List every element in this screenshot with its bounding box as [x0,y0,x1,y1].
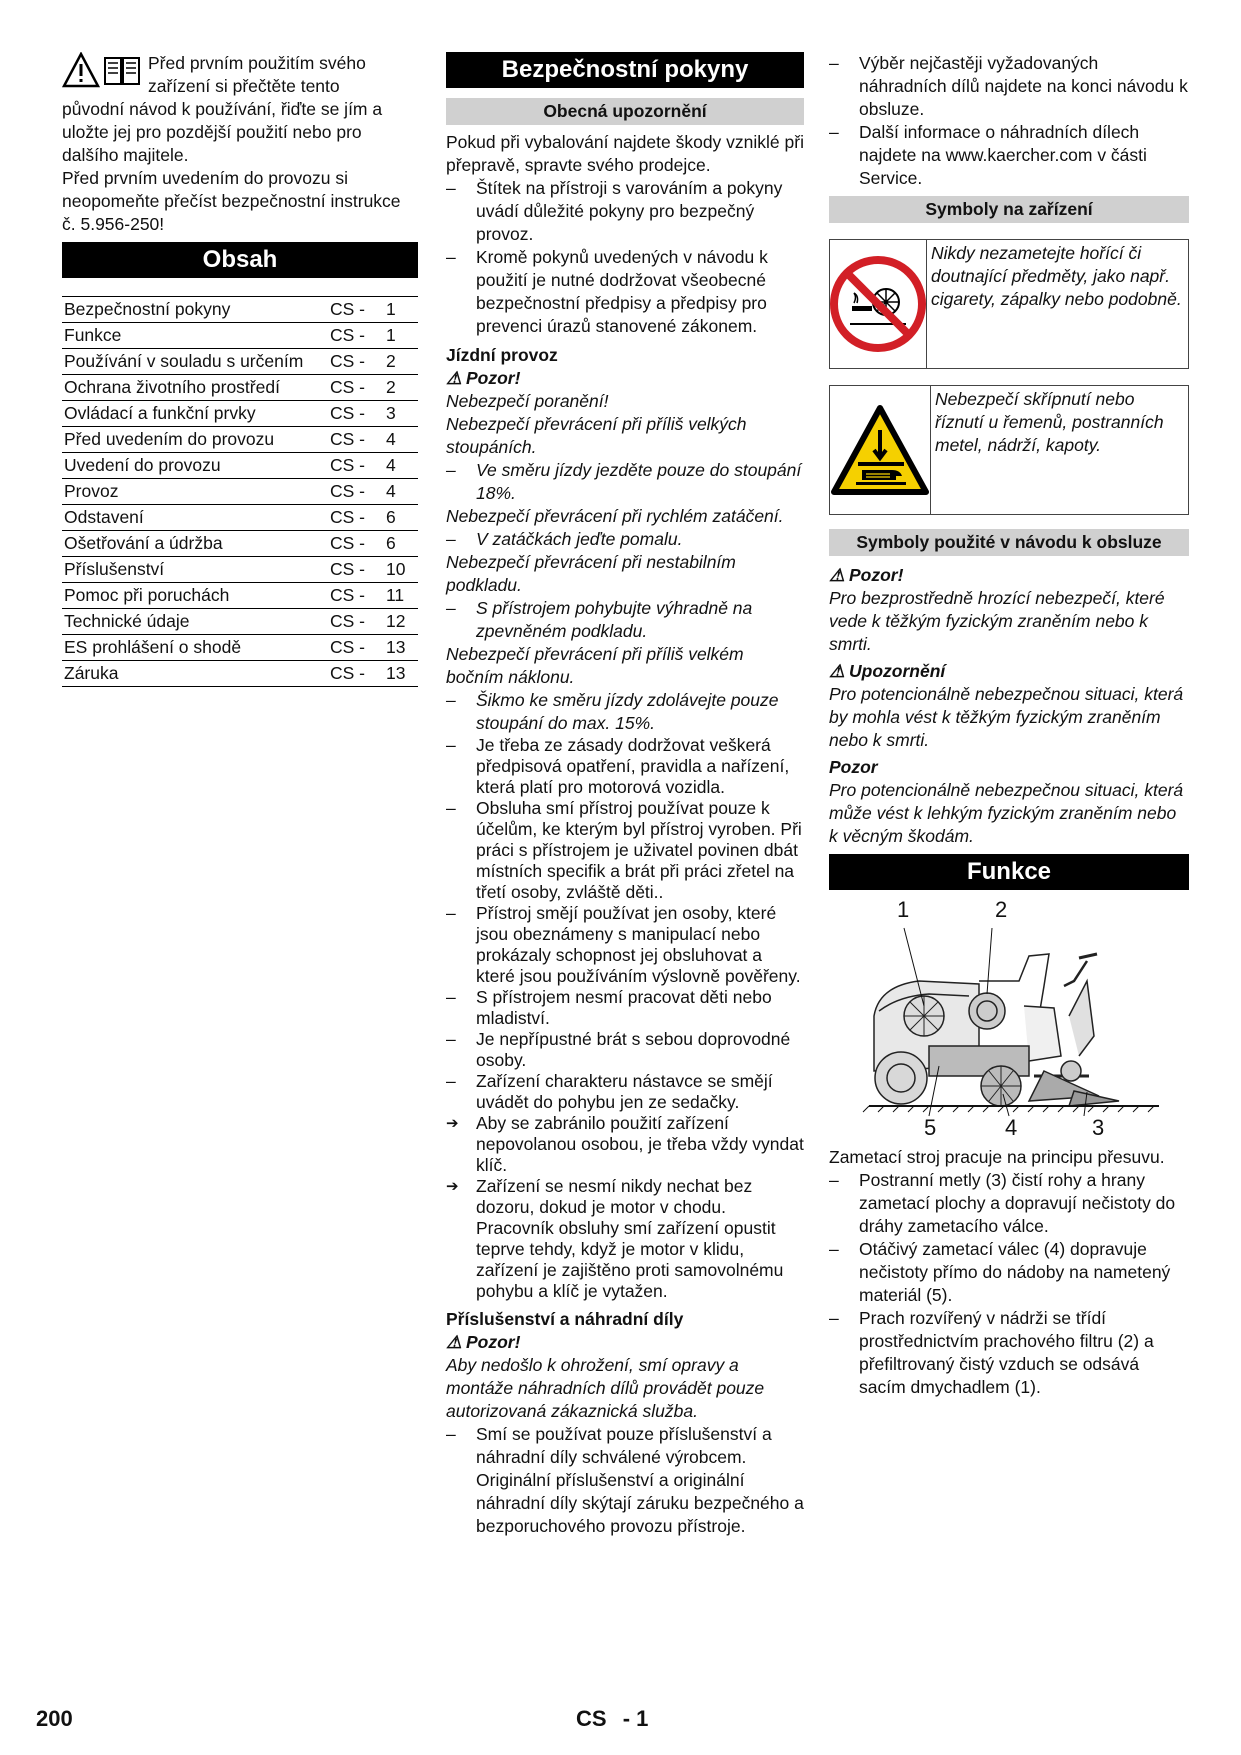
manual-book-icon [102,52,142,88]
warning-text: Nebezpečí poranění! [446,391,609,411]
figure-label-4: 4 [1005,1115,1018,1140]
no-burning-objects-icon [830,256,926,352]
list-item: – Prach rozvířený v nádrži se třídí prostřednictvím prachového filtru (2) a přefiltrovaný čistý vzduch se odsává sacím dmychadlem (1). [829,1307,1189,1399]
column-left [62,52,418,687]
list-item: – Přístroj smějí používat jen osoby, které jsou obeznámeny s manipulací nebo prokázaly schopnost jej obsluhovat a které jsou používáním výslovně pověřeny. [446,903,804,987]
toc-page: 2 [384,349,418,375]
symbol-box-crush [829,385,1189,515]
toc-page: 4 [384,427,418,453]
toc-row[interactable] [62,479,418,505]
toc-section: CS - [328,297,384,323]
toc-page: 13 [384,661,418,687]
toc-section: CS - [328,479,384,505]
toc-page: 4 [384,479,418,505]
sym2-text: Nebezpečí skřípnutí nebo říznutí u řemenů, postranních metel, nádrží, kapoty. [935,389,1164,455]
figure-label-2: 2 [995,897,1008,922]
toc-label: Technické údaje [62,609,328,635]
warning-manual-icons [62,52,148,98]
toc-section: CS - [328,609,384,635]
sweeper-diagram [829,896,1189,1146]
general-title: Obecná upozornění [446,98,804,125]
toc-label: Odstavení [62,505,328,531]
used-symbols-title: Symboly použité v návodu k obsluze [829,529,1189,556]
figure-label-3: 3 [1092,1115,1105,1140]
intro [62,52,418,236]
toc-row[interactable] [62,531,418,557]
toc-page: 3 [384,401,418,427]
toc-label: Bezpečnostní pokyny [62,297,328,323]
toc-row[interactable] [62,349,418,375]
toc-row[interactable] [62,583,418,609]
arrow-list [446,1113,804,1302]
toc-label: Pomoc při poruchách [62,583,328,609]
list-item: ➔ Zařízení se nesmí nikdy nechat bez dozoru, dokud je motor v chodu. Pracovník obsluhy smí zařízení opustit teprve tehdy, když je motor v klidu, zařízení je zajištěno proti samovolnému pohybu a klíč je vytažen. [446,1176,804,1302]
acc-title: Příslušenství a náhradní díly [446,1309,684,1329]
warning-text: Nebezpečí převrácení při příliš velkých stoupáních. [446,414,747,457]
pozor2-label: Pozor [829,757,878,777]
toc-row[interactable] [62,323,418,349]
warning-icon: ⚠ [446,368,462,388]
footer-section [576,1707,648,1730]
toc-section: CS - [328,427,384,453]
list-item: – Je třeba ze zásady dodržovat veškerá předpisová opatření, pravidla a nařízení, která platí pro motorová vozidla. [446,735,804,798]
toc-label: Záruka [62,661,328,687]
acc-p: Aby nedošlo k ohrožení, smí opravy a montáže náhradních dílů provádět pouze autorizovaná zákaznická služba. [446,1355,765,1421]
driving-title: Jízdní provoz [446,345,558,365]
toc-page: 6 [384,505,418,531]
crush-hazard-icon [830,404,930,496]
figure-label-5: 5 [924,1115,937,1140]
page-number: 200 [36,1706,73,1731]
sweeper-figure [829,896,1189,1146]
sym-title: Symboly na zařízení [829,196,1189,223]
toc-section: CS - [328,661,384,687]
intro-rest: původní návod k používání, řiďte se jím a uložte jej pro pozdější použití nebo pro dalšího majitele. [62,99,383,165]
warning-icon: ⚠ [829,661,845,681]
toc-page: 13 [384,635,418,661]
warning-text: Nebezpečí převrácení při příliš velkém bočním náklonu. [446,644,744,687]
toc-label: ES prohlášení o shodě [62,635,328,661]
toc-page: 2 [384,375,418,401]
general-p: Pokud při vybalování najdete škody vzniklé při přepravě, spravte svého prodejce. [446,132,804,175]
funkce-p: Zametací stroj pracuje na principu přesuvu. [829,1147,1165,1167]
list-item: ➔ Aby se zabránilo použití zařízení nepovolanou osobou, je třeba vždy vyndat klíč. [446,1113,804,1176]
footer-sub: - 1 [622,1706,649,1731]
intro-line2: zařízení si přečtěte tento [148,76,340,96]
general-list [446,177,804,338]
list-item: – Zařízení charakteru nástavce se smějí uvádět do pohybu jen ze sedačky. [446,1071,804,1113]
pozor2-text: Pro potencionálně nebezpečnou situaci, která může vést k lehkým fyzickým zraněním nebo k věcným škodám. [829,780,1184,846]
warning-icon: ⚠ [829,565,845,585]
toc-page: 12 [384,609,418,635]
toc-label: Ochrana životního prostředí [62,375,328,401]
toc-row[interactable] [62,297,418,323]
upozorneni-label: Upozornění [849,661,946,681]
sym1-text: Nikdy nezametejte hořící či doutnající předměty, jako např. cigarety, zápalky nebo podobně. [931,243,1182,309]
toc-section: CS - [328,505,384,531]
toc-page: 4 [384,453,418,479]
toc-label: Provoz [62,479,328,505]
toc-row[interactable] [62,375,418,401]
parts-list [829,52,1189,190]
funkce-list [829,1169,1189,1399]
toc-row[interactable] [62,635,418,661]
pozor-label: Pozor! [849,565,904,585]
toc-section: CS - [328,401,384,427]
funkce-title: Funkce [829,854,1189,890]
list-item: – Postranní metly (3) čistí rohy a hrany zametací plochy a dopravují nečistoty do dráhy zametacího válce. [829,1169,1189,1238]
list-item: – V zatáčkách jeďte pomalu. [446,528,804,551]
toc-section: CS - [328,583,384,609]
toc-section: CS - [328,635,384,661]
toc-page: 10 [384,557,418,583]
acc-list [446,1423,804,1538]
toc-label: Uvedení do provozu [62,453,328,479]
toc-page: 11 [384,583,418,609]
pozor-label: Pozor! [466,1332,521,1352]
list-item: – S přístrojem nesmí pracovat děti nebo mladiství. [446,987,804,1029]
figure-label-1: 1 [897,897,910,922]
toc-section: CS - [328,349,384,375]
list-item: – Kromě pokynů uvedených v návodu k použití je nutné dodržovat všeobecné bezpečnostní předpisy a předpisy pro prevenci úrazů stanovené zákonem. [446,246,804,338]
list-item: – Další informace o náhradních dílech najdete na www.kaercher.com v části Service. [829,121,1189,190]
toc-section: CS - [328,375,384,401]
toc-row[interactable] [62,661,418,687]
footer-lang: CS [576,1706,607,1731]
toc-title: Obsah [62,242,418,278]
list-item: – Obsluha smí přístroj používat pouze k účelům, ke kterým byl přístroj vyroben. Při práci s přístrojem je uživatel povinen dbát místních specifik a brát při práci zřetel na třetí osoby, zvláště děti.. [446,798,804,903]
pozor-label: Pozor! [466,368,521,388]
toc-row[interactable] [62,557,418,583]
pozor-text: Pro bezprostředně hrozící nebezpečí, které vede k těžkým fyzickým zraněním nebo k smrti. [829,588,1165,654]
toc-row[interactable] [62,505,418,531]
intro-p2: Před prvním uvedením do provozu si neopomeňte přečíst bezpečnostní instrukce č. 5.956-250! [62,168,401,234]
warning-icon [62,52,100,88]
column-middle [446,52,804,1538]
driving-warnings [446,390,804,735]
warning-icon: ⚠ [446,1332,462,1352]
list-item: – Otáčivý zametací válec (4) dopravuje nečistoty přímo do nádoby na nametený materiál (5). [829,1238,1189,1307]
toc-section: CS - [328,323,384,349]
intro-line1: Před prvním použitím svého [148,53,366,73]
safety-list [446,735,804,1113]
upozorneni-text: Pro potencionálně nebezpečnou situaci, která by mohla vést k těžkým fyzickým zraněním nebo k smrti. [829,684,1184,750]
toc-label: Používání v souladu s určením [62,349,328,375]
toc-label: Ovládací a funkční prvky [62,401,328,427]
toc-label: Příslušenství [62,557,328,583]
list-item: – Smí se používat pouze příslušenství a náhradní díly schválené výrobcem. Originální příslušenství a originální náhradní díly skýtají záruku bezpečného a bezporuchového provozu přístroje. [446,1423,804,1538]
toc-page: 1 [384,297,418,323]
toc-section: CS - [328,557,384,583]
column-right [829,52,1189,1399]
warning-text: Nebezpečí převrácení při nestabilním podkladu. [446,552,736,595]
safety-title: Bezpečnostní pokyny [446,52,804,88]
list-item: – Šikmo ke směru jízdy zdolávejte pouze stoupání do max. 15%. [446,689,804,735]
warning-text: Nebezpečí převrácení při rychlém zatáčení. [446,506,784,526]
toc-page: 6 [384,531,418,557]
toc-table [62,296,418,687]
toc-row[interactable] [62,609,418,635]
toc-section: CS - [328,531,384,557]
toc-row[interactable] [62,427,418,453]
symbol-box-fire [829,239,1189,369]
toc-row[interactable] [62,453,418,479]
toc-row[interactable] [62,401,418,427]
toc-label: Funkce [62,323,328,349]
list-item: – Ve směru jízdy jezděte pouze do stoupání 18%. [446,459,804,505]
list-item: – Výběr nejčastěji vyžadovaných náhradních dílů najdete na konci návodu k obsluze. [829,52,1189,121]
toc-section: CS - [328,453,384,479]
toc-label: Ošetřování a údržba [62,531,328,557]
toc-page: 1 [384,323,418,349]
list-item: – S přístrojem pohybujte výhradně na zpevněném podkladu. [446,597,804,643]
list-item: – Je nepřípustné brát s sebou doprovodné osoby. [446,1029,804,1071]
list-item: – Štítek na přístroji s varováním a pokyny uvádí důležité pokyny pro bezpečný provoz. [446,177,804,246]
toc-label: Před uvedením do provozu [62,427,328,453]
